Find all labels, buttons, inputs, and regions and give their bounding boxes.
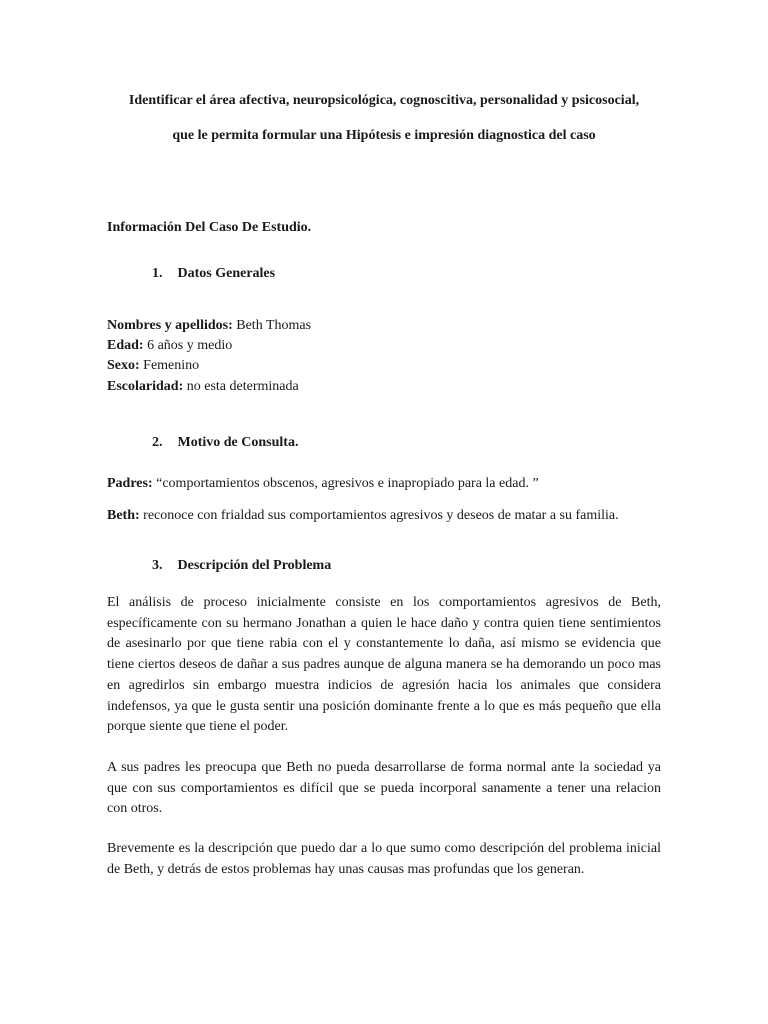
field-value: 6 años y medio [143,338,233,353]
field-value: no esta determinada [183,379,299,394]
field-schooling [107,379,299,395]
consultation-beth [107,508,619,524]
field-label: Edad: [107,338,144,353]
description-paragraph-1: El análisis de proceso inicialmente consiste en los comportamientos agresivos de Beth, específicamente con su hermano Jonathan a quien le hace daño y contra quien tiene sentimientos de asesinarlo por que tiene rabia con el y constantemente lo daña, así mismo se evidencia que tiene ciertos deseos de dañar a sus padres aunque de alguna manera se ha demorando un poco mas en agredirlos sin embargo muestra indicios de agresión hacia los animales que considera indefensos, ya que le gusta sentir una posición dominante frente a lo que es más pequeño que ella porque siente que tiene el poder. [107,595,661,735]
consultation-parents [107,476,539,492]
field-label: Escolaridad: [107,379,184,394]
description-paragraph-3: Brevemente es la descripción que puedo dar a lo que sumo como descripción del problema inicial de Beth, y detrás de estos problemas hay unas causas mas profundas que los generan. [107,841,661,877]
field-label: Sexo: [107,358,140,373]
field-label: Nombres y apellidos: [107,318,233,333]
field-age [107,338,232,354]
section-title: Descripción del Problema [177,558,332,573]
field-name [107,318,311,334]
field-value: Femenino [139,358,200,373]
section-heading-general-data [152,266,275,282]
section-number: 1. [152,266,163,281]
section-heading-consultation [152,435,298,451]
field-label: Padres: [107,476,153,491]
section-title: Motivo de Consulta. [177,435,299,450]
field-value: “comportamientos obscenos, agresivos e inapropiado para la edad. ” [152,476,539,491]
section-number: 3. [152,558,163,573]
field-label: Beth: [107,508,140,523]
document-title-line-2: que le permita formular una Hipótesis e impresión diagnostica del caso [172,128,596,143]
section-number: 2. [152,435,163,450]
description-paragraph-2: A sus padres les preocupa que Beth no pueda desarrollarse de forma normal ante la sociedad ya que con sus comportamientos es difícil que se pueda incorporal sanamente a tener una relacion con otros. [107,760,661,817]
field-value: reconoce con frialdad sus comportamientos agresivos y deseos de matar a su familia. [139,508,619,523]
section-title: Datos Generales [177,266,276,281]
document-title-line-1: Identificar el área afectiva, neuropsicológica, cognoscitiva, personalidad y psicosocial, [128,93,640,108]
section-heading-problem-description [152,558,331,574]
field-sex [107,358,199,374]
field-value: Beth Thomas [232,318,312,333]
case-info-heading: Información Del Caso De Estudio. [107,220,312,235]
